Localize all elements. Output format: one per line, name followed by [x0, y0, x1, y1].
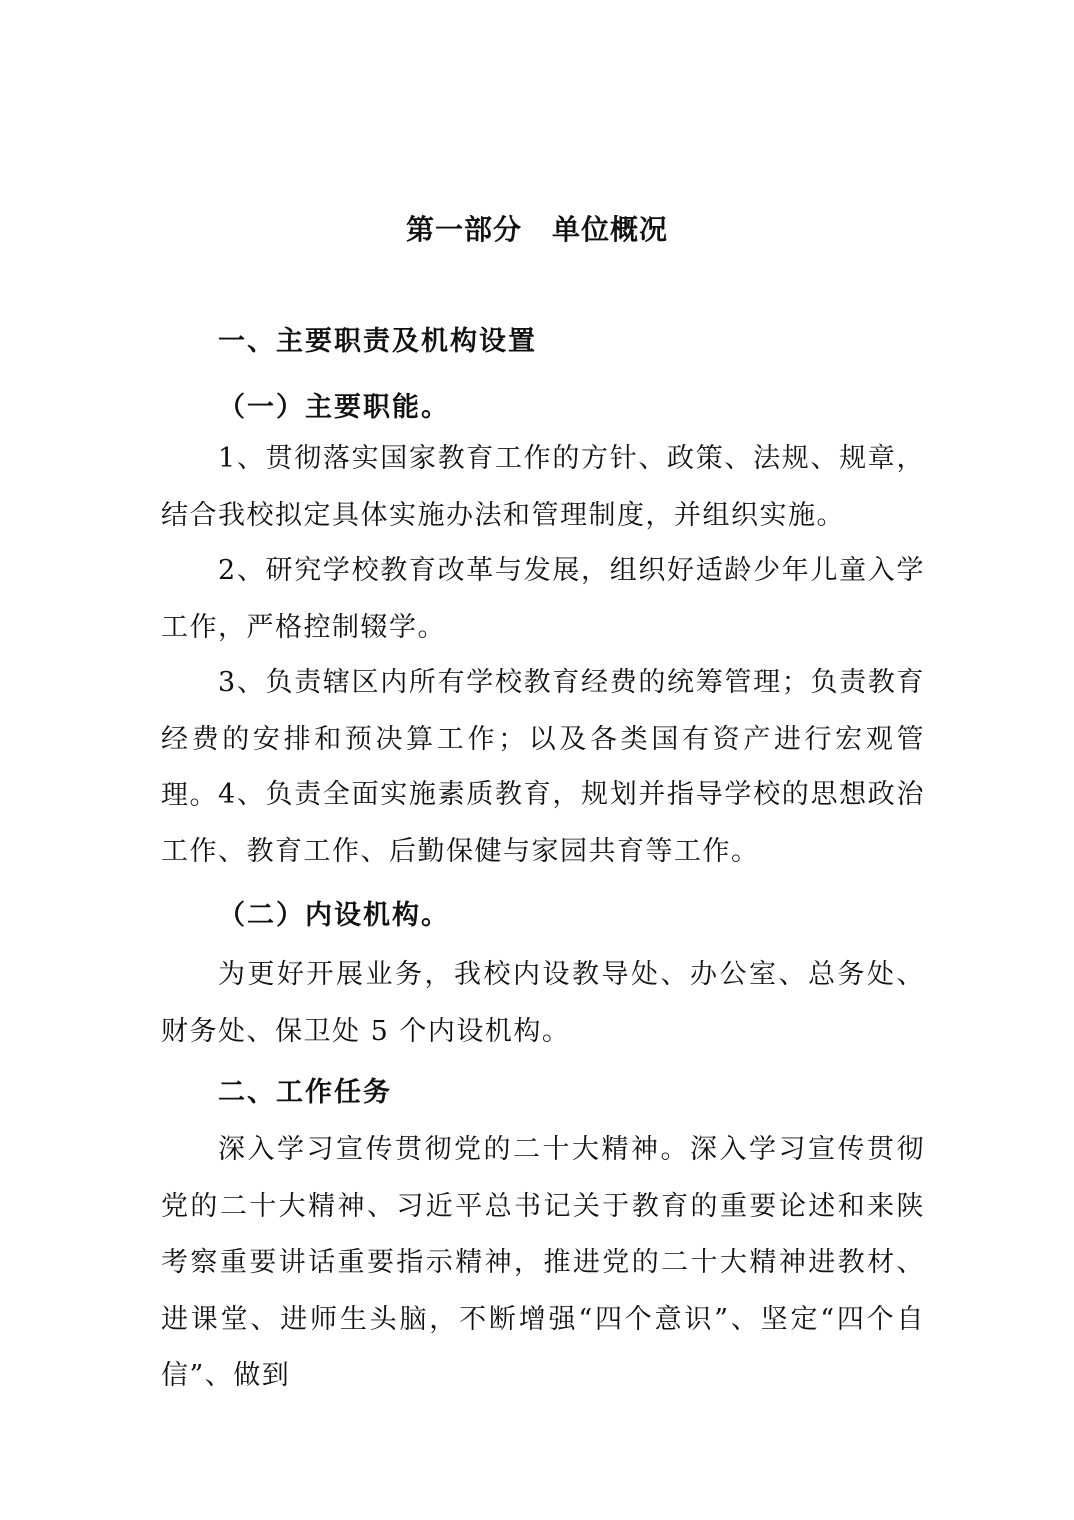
tasks-paragraph: 深入学习宣传贯彻党的二十大精神。深入学习宣传贯彻党的二十大精神、习近平总书记关于教育的重要论述和来陕考察重要讲话重要指示精神，推进党的二十大精神进教材、进课堂、进师生头脑，不断增强“四个意识”、坚定“四个自信”、做到 [161, 1134, 925, 1391]
title-part: 第一部分 [405, 213, 522, 246]
function-item-1: 1、贯彻落实国家教育工作的方针、政策、法规、规章，结合我校拟定具体实施办法和管理制度，并组织实施。 [161, 443, 925, 531]
function-item-2: 2、研究学校教育改革与发展，组织好适龄少年儿童入学工作，严格控制辍学。 [161, 555, 925, 643]
page-title [0, 208, 1074, 252]
subsection-heading-departments: （二）内设机构。 [218, 900, 450, 931]
function-item-3: 3、负责辖区内所有学校教育经费的统筹管理；负责教育经费的安排和预决算工作；以及各类国有资产进行宏观管理。 [161, 667, 925, 811]
departments-paragraph: 为更好开展业务，我校内设教导处、办公室、总务处、财务处、保卫处 5 个内设机构。 [161, 959, 925, 1047]
section-heading-duties: 一、主要职责及机构设置 [218, 326, 537, 357]
section-heading-tasks: 二、工作任务 [218, 1077, 392, 1108]
title-subject: 单位概况 [552, 213, 669, 246]
subsection-heading-functions: （一）主要职能。 [218, 392, 450, 423]
function-item-4: 4、负责全面实施素质教育，规划并指导学校的思想政治工作、教育工作、后勤保健与家园共育等工作。 [161, 779, 925, 867]
